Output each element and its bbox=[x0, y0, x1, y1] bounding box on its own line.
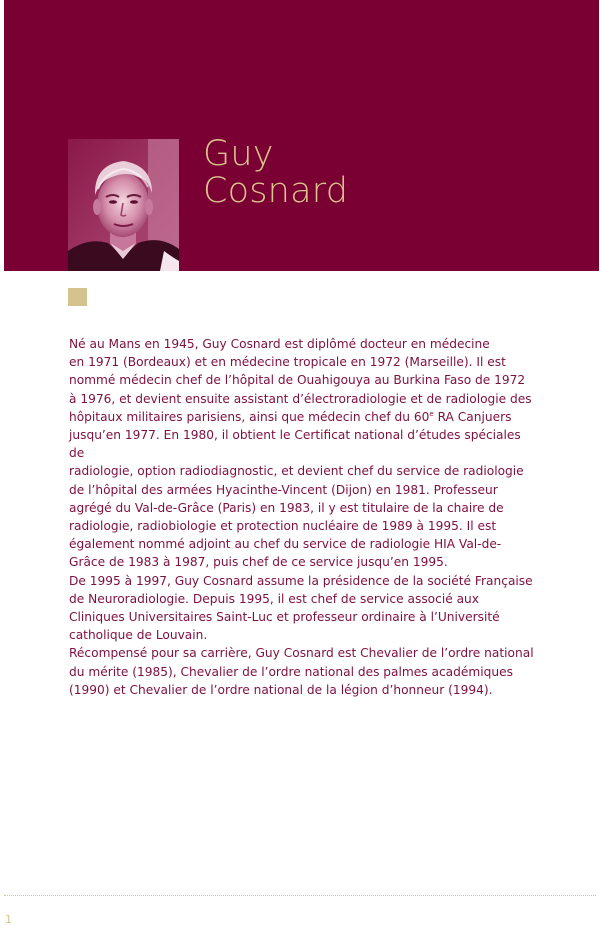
name-first: Guy bbox=[203, 134, 274, 174]
name-last: Cosnard bbox=[203, 171, 349, 211]
bio-paragraph-1: Né au Mans en 1945, Guy Cosnard est diplômé docteur en médecine en 1971 (Bordeaux) et en médecine tropicale en 1972 (Marseille). Il est nommé médecin chef de l’hôpital de Ouahigouya au Burkina Faso de 1972 à 1976, et devient ensuite assistant d’électroradiologie et de radiologie des hôpitaux militaires parisiens, ainsi que médecin chef du 60e RA Canjuers jusqu’en 1977. En 1980, il obtient le Certificat national d’études spéciales de radiologie, option radiodiagnostic, et devient chef du service de radiologie de l’hôpital des armées Hyacinthe-Vincent (Dijon) en 1981. Professeur agrégé du Val-de-Grâce (Paris) en 1983, il y est titulaire de la chaire de radiologie, radiobiologie et protection nucléaire de 1989 à 1995. Il est également nommé adjoint au chef du service de radiologie HIA Val-de- Grâce de 1983 à 1987, puis chef de ce service jusqu’en 1995. bbox=[69, 337, 532, 570]
person-name bbox=[203, 136, 348, 210]
bio-paragraph-3: Récompensé pour sa carrière, Guy Cosnard est Chevalier de l’ordre national du mérite (1985), Chevalier de l’ordre national des palmes académiques (1990) et Chevalier de l’ordre national de la légion d’honneur (1994). bbox=[69, 646, 534, 697]
biography bbox=[69, 335, 539, 699]
portrait-photo bbox=[68, 139, 179, 271]
page-number: 1 bbox=[5, 913, 12, 926]
footer-dotted-rule bbox=[4, 895, 596, 896]
gold-accent-square bbox=[68, 288, 87, 306]
bio-paragraph-2: De 1995 à 1997, Guy Cosnard assume la présidence de la société Française de Neuroradiologie. Depuis 1995, il est chef de service associé aux Cliniques Universitaires Saint-Luc et professeur ordinaire à l’Université catholique de Louvain. bbox=[69, 573, 533, 643]
